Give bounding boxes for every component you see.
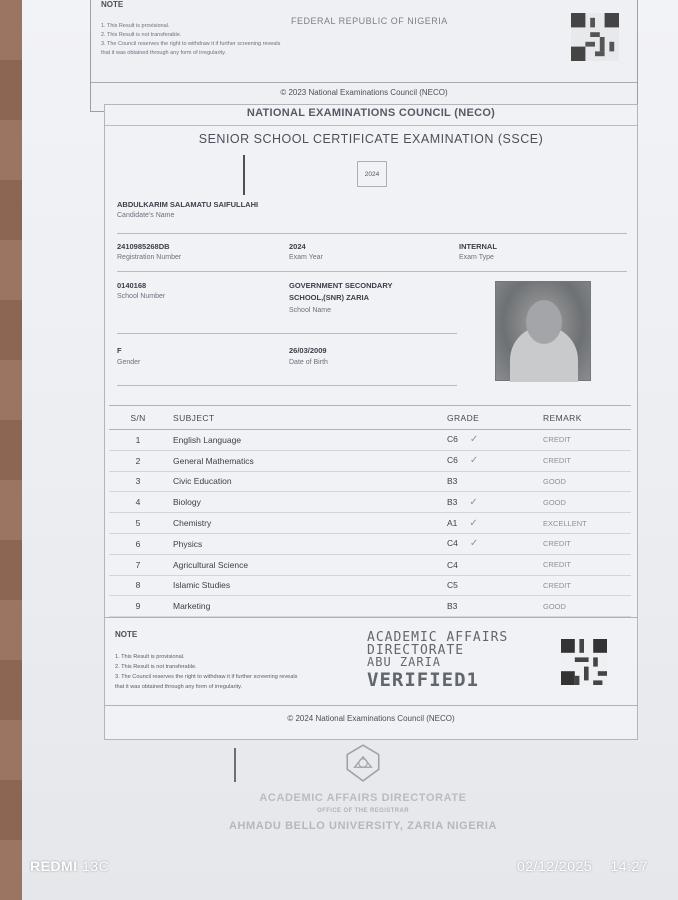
results-table — [109, 405, 631, 617]
school-name-label: School Name — [289, 307, 332, 314]
remark-cell-text: GOOD — [543, 601, 566, 611]
subject-cell — [167, 492, 447, 513]
sn-cell — [109, 430, 167, 451]
table-header-row — [109, 406, 631, 430]
copyright-footer: © 2024 National Examinations Council (NECO) — [105, 705, 637, 733]
registration-label: Registration Number — [117, 254, 182, 261]
stamp-line: DIRECTORATE — [367, 643, 465, 658]
camera-timestamp-watermark — [517, 858, 648, 874]
exam-type-label: Exam Type — [459, 254, 494, 261]
stamp-line: ACADEMIC AFFAIRS — [367, 630, 509, 645]
gender-value: F — [117, 346, 122, 355]
previous-copyright: © 2023 National Examinations Council (NECO) — [280, 88, 448, 97]
sn-cell-text: 4 — [135, 497, 141, 508]
grade-cell — [447, 513, 543, 534]
previous-note-item: 1. This Result is provisional. — [101, 23, 170, 29]
subject-cell-text: Marketing — [173, 601, 211, 612]
abu-university: AHMADU BELLO UNIVERSITY, ZARIA NIGERIA — [228, 820, 498, 832]
remark-cell — [543, 596, 631, 617]
grade-cell-text: B3 — [447, 601, 458, 612]
grade-cell-text: C6 — [447, 434, 458, 445]
camera-brand: REDMI — [30, 858, 78, 874]
exam-year-label: Exam Year — [289, 254, 323, 261]
divider — [117, 333, 457, 334]
subject-cell-text: Biology — [173, 497, 201, 508]
qr-code-icon — [561, 638, 607, 686]
camera-brand-watermark — [30, 858, 109, 874]
grade-cell-text: C5 — [447, 580, 458, 591]
abu-directorate: ACADEMIC AFFAIRS DIRECTORATE — [259, 792, 467, 804]
remark-cell-text: GOOD — [543, 497, 566, 507]
subject-cell-text: Islamic Studies — [173, 580, 231, 591]
column-header-sn: S/N — [109, 406, 167, 430]
sn-cell — [109, 554, 167, 575]
table-row — [109, 533, 631, 554]
remark-cell — [543, 450, 631, 471]
subject-cell — [167, 533, 447, 554]
subject-cell-text: General Mathematics — [173, 455, 254, 466]
note-title: NOTE — [115, 630, 138, 639]
remark-cell-text: CREDIT — [543, 560, 571, 570]
note-section — [105, 617, 637, 703]
remark-cell — [543, 554, 631, 575]
sn-cell-text: 7 — [135, 559, 141, 570]
sn-cell — [109, 450, 167, 471]
subject-cell — [167, 513, 447, 534]
sn-cell-text: 1 — [135, 434, 141, 445]
subject-cell — [167, 575, 447, 596]
qr-code-icon — [571, 12, 619, 62]
school-name-line1: GOVERNMENT SECONDARY — [289, 281, 393, 290]
divider — [117, 271, 627, 272]
sn-cell — [109, 513, 167, 534]
registration-value: 2410985268DB — [117, 242, 170, 251]
table-row — [109, 492, 631, 513]
divider — [117, 233, 627, 234]
remark-cell-text: EXCELLENT — [543, 518, 587, 528]
grade-cell-text: C4 — [447, 538, 458, 549]
sn-cell — [109, 492, 167, 513]
year-box: 2024 — [357, 161, 387, 187]
grade-cell — [447, 471, 543, 492]
previous-note-item: 3. The Council reserves the right to withdraw it if further screening reveals — [101, 41, 281, 47]
tick-mark-icon: ✓ — [469, 538, 479, 550]
previous-note-item: that it was obtained through any form of irregularity. — [101, 50, 226, 56]
verification-stamp — [367, 630, 537, 691]
tick-mark-icon: ✓ — [469, 455, 479, 467]
abu-stamp — [198, 742, 528, 832]
subject-cell — [167, 596, 447, 617]
previous-certificate-sheet — [90, 0, 638, 112]
grade-cell — [447, 492, 543, 513]
exam-year-value: 2024 — [289, 242, 306, 251]
school-number-label: School Number — [117, 293, 166, 300]
divider — [91, 82, 637, 83]
tick-mark-icon: ✓ — [469, 496, 478, 508]
grade-cell — [447, 596, 543, 617]
remark-cell-text: GOOD — [543, 476, 566, 486]
column-header-subject: SUBJECT — [167, 406, 447, 430]
subject-cell-text: Agricultural Science — [173, 559, 249, 570]
pen-mark — [243, 155, 245, 195]
tick-mark-icon: ✓ — [469, 434, 479, 446]
sn-cell-text: 5 — [135, 518, 141, 529]
grade-cell — [447, 450, 543, 471]
sn-cell-text: 8 — [135, 580, 141, 591]
abu-registrar: OFFICE OF THE REGISTRAR — [317, 808, 409, 814]
subject-cell-text: English Language — [173, 434, 242, 445]
note-item: 3. The Council reserves the right to withdraw it if further screening reveals — [115, 674, 298, 680]
university-crest-icon — [342, 742, 384, 784]
table-row — [109, 513, 631, 534]
table-row — [109, 471, 631, 492]
subject-cell-text: Physics — [173, 538, 203, 549]
school-name-line2: SCHOOL,(SNR) ZARIA — [289, 293, 369, 302]
table-row — [109, 430, 631, 451]
sn-cell — [109, 471, 167, 492]
grade-cell — [447, 554, 543, 575]
table-row — [109, 596, 631, 617]
remark-cell — [543, 575, 631, 596]
sn-cell — [109, 575, 167, 596]
note-list — [115, 652, 297, 692]
subject-cell — [167, 430, 447, 451]
remark-cell — [543, 430, 631, 451]
candidate-name-value: ABDULKARIM SALAMATU SAIFULLAHI — [117, 200, 259, 209]
grade-cell-text: A1 — [447, 517, 458, 528]
note-item: 1. This Result is provisional. — [115, 654, 185, 660]
subject-cell — [167, 471, 447, 492]
subject-cell — [167, 450, 447, 471]
camera-model: 13C — [82, 858, 110, 874]
previous-note-list — [101, 22, 280, 58]
table-row — [109, 450, 631, 471]
divider — [105, 125, 637, 126]
council-title: NATIONAL EXAMINATIONS COUNCIL (NECO) — [246, 107, 496, 119]
tick-mark-icon: ✓ — [469, 517, 478, 529]
subject-cell — [167, 554, 447, 575]
stamp-verified: VERIFIED1 — [367, 669, 479, 691]
remark-cell-text: CREDIT — [543, 580, 571, 590]
table-row — [109, 554, 631, 575]
remark-cell — [543, 471, 631, 492]
photo-time: 14:27 — [610, 858, 648, 874]
grade-cell-text: C4 — [447, 559, 458, 570]
dob-label: Date of Birth — [289, 359, 328, 366]
gender-label: Gender — [117, 359, 141, 366]
stamp-line: ABU ZARIA — [367, 655, 442, 669]
exam-type-value: INTERNAL — [459, 242, 497, 251]
remark-cell-text: CREDIT — [543, 435, 571, 445]
grade-cell — [447, 575, 543, 596]
remark-cell-text: CREDIT — [543, 539, 571, 549]
sn-cell-text: 2 — [135, 455, 141, 466]
grade-cell-text: C6 — [447, 455, 458, 466]
candidate-name-label: Candidate's Name — [117, 212, 175, 219]
federal-republic-header: FEDERAL REPUBLIC OF NIGERIA — [291, 16, 448, 26]
sn-cell — [109, 596, 167, 617]
grade-cell — [447, 430, 543, 451]
table-row — [109, 575, 631, 596]
photo-date: 02/12/2025 — [516, 858, 593, 874]
grade-cell-text: B3 — [447, 476, 458, 487]
sn-cell-text: 9 — [135, 601, 141, 612]
certificate-sheet — [104, 104, 638, 740]
column-header-grade: GRADE — [447, 406, 543, 430]
divider — [117, 385, 457, 386]
subject-cell-text: Chemistry — [173, 518, 212, 529]
exam-title: SENIOR SCHOOL CERTIFICATE EXAMINATION (SSCE) — [198, 132, 544, 146]
dob-value: 26/03/2009 — [289, 346, 327, 355]
remark-cell — [543, 492, 631, 513]
sn-cell — [109, 533, 167, 554]
grade-cell — [447, 533, 543, 554]
note-item: 2. This Result is not transferable. — [115, 664, 197, 670]
subject-cell-text: Civic Education — [173, 476, 232, 487]
candidate-photo — [495, 281, 591, 381]
remark-cell-text: CREDIT — [543, 456, 571, 466]
previous-note-item: 2. This Result is not transferable. — [101, 32, 182, 38]
sn-cell-text: 3 — [135, 476, 141, 487]
grade-cell-text: B3 — [447, 496, 458, 507]
sn-cell-text: 6 — [135, 538, 141, 549]
remark-cell — [543, 513, 631, 534]
previous-note-title: NOTE — [101, 0, 124, 9]
school-number-value: 0140168 — [117, 281, 147, 290]
column-header-remark: REMARK — [543, 406, 631, 430]
remark-cell — [543, 533, 631, 554]
note-item: that it was obtained through any form of irregularity. — [115, 684, 243, 690]
